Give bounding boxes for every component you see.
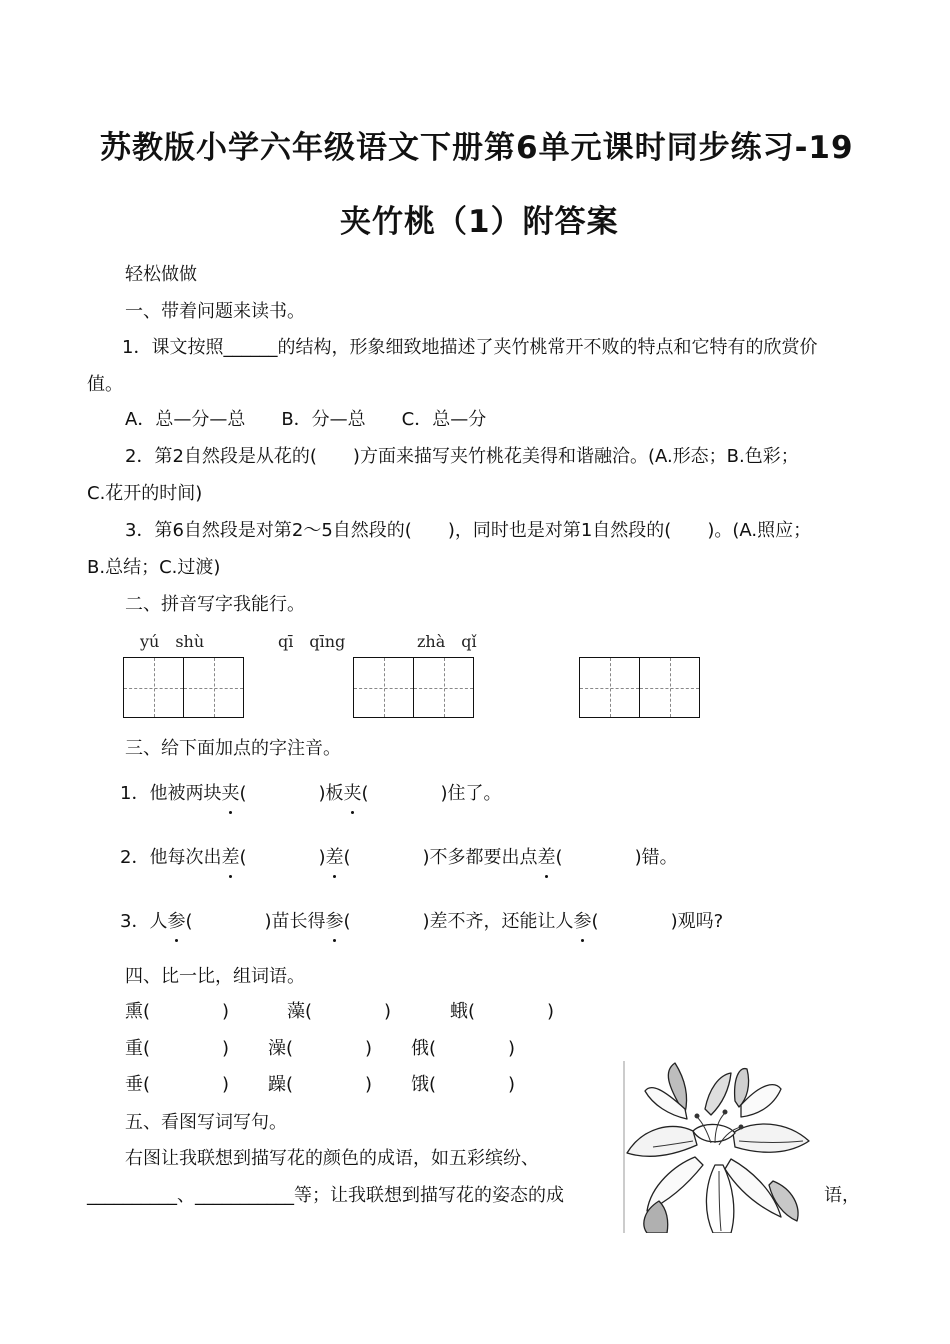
question-text: 1．他被两块 — [120, 783, 222, 804]
section-5-line2: __________、___________等；让我联想到描写花的姿态的成 — [87, 1185, 564, 1206]
compare-word-3-2[interactable]: 躁( ) — [268, 1074, 373, 1095]
page-title-line2: 夹竹桃（1）附答案 — [340, 204, 619, 240]
dotted-character: 参 — [326, 907, 344, 933]
question-1-1-line2: 值。 — [87, 374, 123, 395]
question-3-2 — [120, 843, 678, 869]
pinyin-1: yú shù — [140, 632, 205, 651]
section-4-heading: 四、比一比，组词语。 — [125, 966, 305, 987]
answer-blank[interactable]: ( )差不齐，还能让人 — [343, 911, 574, 932]
writing-cell[interactable] — [580, 658, 639, 717]
answer-blank[interactable]: ( )观吗? — [591, 911, 724, 932]
compare-word-3-3[interactable]: 饿( ) — [411, 1074, 516, 1095]
answer-blank[interactable]: ( )住了。 — [361, 783, 502, 804]
pinyin-3: zhà qǐ — [417, 632, 477, 651]
answer-blank[interactable]: ( )不多都要出点 — [343, 847, 538, 868]
dotted-character: 差 — [221, 843, 239, 869]
section-1-heading: 一、带着问题来读书。 — [125, 301, 305, 322]
writing-cell[interactable] — [354, 658, 413, 717]
section-5-line2-end: 语， — [824, 1185, 860, 1206]
dotted-character: 夹 — [344, 779, 362, 805]
oleander-flower-illustration — [623, 1061, 813, 1233]
dotted-character: 差 — [326, 843, 344, 869]
question-3-3 — [120, 907, 723, 933]
answer-blank[interactable]: ( ) — [239, 847, 326, 868]
writing-cell[interactable] — [124, 658, 183, 717]
answer-blank[interactable]: ( )苗长得 — [185, 911, 326, 932]
flower-drawing — [623, 1061, 813, 1233]
dotted-character: 参 — [574, 907, 592, 933]
page-title-line1: 苏教版小学六年级语文下册第6单元课时同步练习-19 — [100, 130, 854, 166]
section-5-line1: 右图让我联想到描写花的颜色的成语，如五彩缤纷、 — [125, 1148, 539, 1169]
compare-word-2-2[interactable]: 澡( ) — [268, 1038, 373, 1059]
writing-grid-1[interactable] — [123, 657, 244, 718]
question-text: 2．他每次出 — [120, 847, 222, 868]
answer-blank[interactable]: ( )错。 — [555, 847, 678, 868]
dotted-character: 参 — [167, 907, 185, 933]
section-2-heading: 二、拼音写字我能行。 — [125, 594, 305, 615]
question-1-3-line2: B.总结；C.过渡) — [87, 557, 221, 578]
compare-word-2-1[interactable]: 重( ) — [125, 1038, 230, 1059]
section-5-heading: 五、看图写词写句。 — [125, 1112, 287, 1133]
section-3-heading: 三、给下面加点的字注音。 — [125, 738, 341, 759]
answer-blank[interactable]: ( )板 — [239, 783, 344, 804]
writing-cell[interactable] — [413, 658, 473, 717]
compare-word-1-3[interactable]: 蛾( ) — [450, 1001, 555, 1022]
question-1-1-options: A．总—分—总 B．分—总 C．总—分 — [125, 409, 487, 430]
writing-grid-3[interactable] — [579, 657, 700, 718]
compare-word-3-1[interactable]: 垂( ) — [125, 1074, 230, 1095]
writing-grid-2[interactable] — [353, 657, 474, 718]
question-1-3-line1: 3．第6自然段是对第2～5自然段的( )，同时也是对第1自然段的( )。(A.照应； — [125, 520, 812, 541]
question-1-2-line1: 2．第2自然段是从花的( )方面来描写夹竹桃花美得和谐融洽。(A.形态；B.色彩； — [125, 446, 799, 467]
compare-word-2-3[interactable]: 俄( ) — [411, 1038, 516, 1059]
dotted-character: 差 — [538, 843, 556, 869]
question-1-2-line2: C.花开的时间) — [87, 483, 203, 504]
writing-cell[interactable] — [183, 658, 243, 717]
question-1-1-line1: 1．课文按照______的结构，形象细致地描述了夹竹桃常开不败的特点和它特有的欣赏价 — [122, 337, 818, 358]
pinyin-2: qī qīng — [278, 632, 346, 651]
question-text: 3．人 — [120, 911, 168, 932]
dotted-character: 夹 — [221, 779, 239, 805]
writing-cell[interactable] — [639, 658, 699, 717]
section-easy-heading: 轻松做做 — [125, 264, 197, 285]
compare-word-1-2[interactable]: 藻( ) — [287, 1001, 392, 1022]
compare-word-1-1[interactable]: 熏( ) — [125, 1001, 230, 1022]
question-3-1 — [120, 779, 502, 805]
